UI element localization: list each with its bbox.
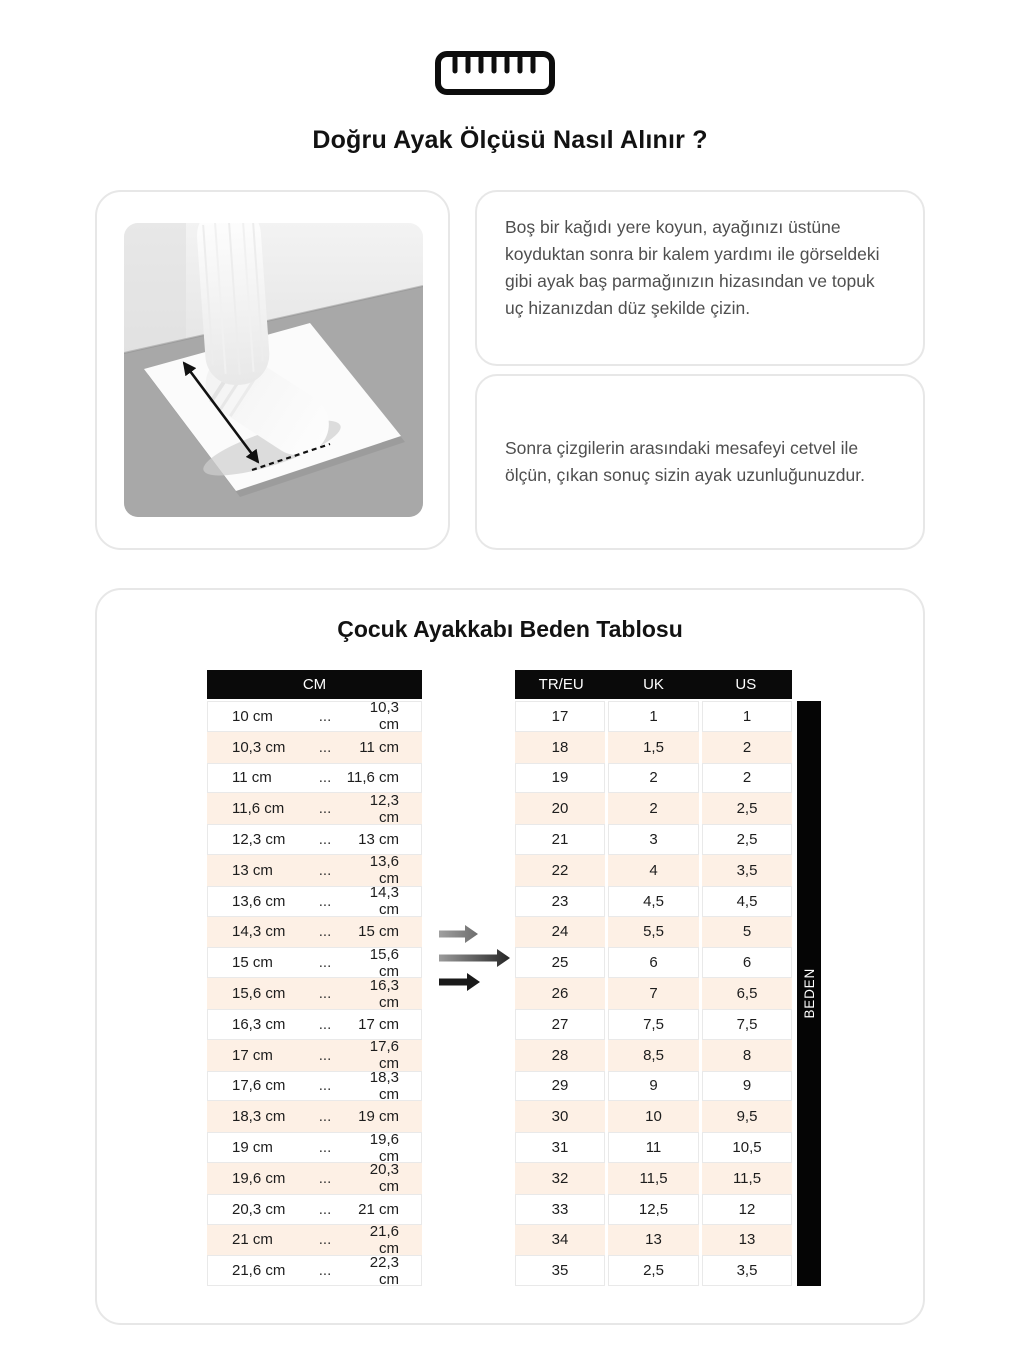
beden-side-label bbox=[797, 701, 821, 1286]
cm-table-row bbox=[207, 1163, 422, 1194]
us-value: 6 bbox=[702, 947, 792, 978]
cm-max-value: 17 cm bbox=[358, 1015, 399, 1033]
range-dots: ... bbox=[318, 1015, 332, 1033]
range-dots: ... bbox=[318, 1262, 332, 1280]
range-dots: ... bbox=[318, 800, 332, 818]
tr-eu-value: 18 bbox=[515, 732, 605, 763]
range-dots: ... bbox=[318, 738, 332, 756]
cm-table-row bbox=[207, 1040, 422, 1071]
uk-value: 6 bbox=[608, 947, 699, 978]
size-table-row bbox=[515, 1132, 792, 1163]
uk-value: 5,5 bbox=[608, 917, 699, 948]
uk-value: 7 bbox=[608, 978, 699, 1009]
cm-table-row bbox=[207, 855, 422, 886]
size-table-row bbox=[515, 763, 792, 794]
range-dots: ... bbox=[318, 1231, 332, 1249]
cm-min-value: 17 cm bbox=[232, 1046, 273, 1064]
cm-table-row bbox=[207, 886, 422, 917]
cm-max-value: 12,3 cm bbox=[369, 791, 399, 826]
tr-eu-value: 30 bbox=[515, 1101, 605, 1132]
cm-min-value: 10,3 cm bbox=[232, 738, 286, 756]
measurement-photo-card bbox=[95, 190, 450, 550]
us-value: 9,5 bbox=[702, 1101, 792, 1132]
cm-table-row bbox=[207, 1101, 422, 1132]
cm-table-row bbox=[207, 1132, 422, 1163]
range-dots: ... bbox=[318, 1169, 332, 1187]
cm-min-value: 15 cm bbox=[232, 954, 273, 972]
cm-min-value: 19,6 cm bbox=[232, 1169, 286, 1187]
tr-eu-value: 27 bbox=[515, 1009, 605, 1040]
uk-value: 2 bbox=[608, 763, 699, 794]
uk-value: 10 bbox=[608, 1101, 699, 1132]
size-table-header bbox=[515, 670, 792, 699]
tr-eu-value: 29 bbox=[515, 1071, 605, 1102]
range-dots: ... bbox=[318, 707, 332, 725]
uk-value: 7,5 bbox=[608, 1009, 699, 1040]
range-dots: ... bbox=[318, 1108, 332, 1126]
us-value: 11,5 bbox=[702, 1163, 792, 1194]
cm-table-row bbox=[207, 947, 422, 978]
size-table-row bbox=[515, 947, 792, 978]
uk-value: 9 bbox=[608, 1071, 699, 1102]
tr-eu-value: 25 bbox=[515, 947, 605, 978]
cm-max-value: 13,6 cm bbox=[369, 853, 399, 888]
uk-value: 1 bbox=[608, 701, 699, 732]
instruction-step-1 bbox=[475, 190, 925, 366]
range-dots: ... bbox=[318, 892, 332, 910]
size-table-row bbox=[515, 855, 792, 886]
beden-label-text: BEDEN bbox=[801, 968, 817, 1019]
cm-table-row bbox=[207, 824, 422, 855]
us-value: 13 bbox=[702, 1225, 792, 1256]
us-value: 7,5 bbox=[702, 1009, 792, 1040]
uk-value: 1,5 bbox=[608, 732, 699, 763]
cm-table-row bbox=[207, 978, 422, 1009]
tr-eu-value: 34 bbox=[515, 1225, 605, 1256]
instruction-text-1: Boş bir kağıdı yere koyun, ayağınızı üstüne koyduktan sonra bir kalem yardımı ile görseldeki gibi ayak baş parmağınızın hizasından ve topuk uç hizanızdan düz şekilde çizin. bbox=[505, 217, 880, 318]
cm-min-value: 12,3 cm bbox=[232, 831, 286, 849]
cm-table bbox=[207, 670, 422, 1286]
uk-value: 4 bbox=[608, 855, 699, 886]
cm-table-row bbox=[207, 1255, 422, 1286]
cm-table-row bbox=[207, 763, 422, 794]
uk-value: 11,5 bbox=[608, 1163, 699, 1194]
tr-eu-value: 28 bbox=[515, 1040, 605, 1071]
cm-table-row bbox=[207, 917, 422, 948]
us-value: 12 bbox=[702, 1194, 792, 1225]
cm-table-row bbox=[207, 1194, 422, 1225]
tr-eu-value: 26 bbox=[515, 978, 605, 1009]
size-table-row bbox=[515, 824, 792, 855]
cm-table-row bbox=[207, 732, 422, 763]
cm-min-value: 18,3 cm bbox=[232, 1108, 286, 1126]
uk-value: 2,5 bbox=[608, 1255, 699, 1286]
size-table-row bbox=[515, 886, 792, 917]
us-value: 2,5 bbox=[702, 824, 792, 855]
range-dots: ... bbox=[318, 861, 332, 879]
us-value: 3,5 bbox=[702, 1255, 792, 1286]
cm-max-value: 11,6 cm bbox=[346, 769, 399, 787]
size-column-header: US bbox=[735, 676, 757, 693]
tr-eu-value: 22 bbox=[515, 855, 605, 886]
range-dots: ... bbox=[318, 1077, 332, 1095]
size-table-card bbox=[95, 588, 925, 1325]
range-dots: ... bbox=[318, 1046, 332, 1064]
range-dots: ... bbox=[318, 769, 332, 787]
instruction-text-2: Sonra çizgilerin arasındaki mesafeyi cetvel ile ölçün, çıkan sonuç sizin ayak uzunluğunuzdur. bbox=[505, 438, 865, 485]
cm-table-body bbox=[207, 701, 422, 1286]
size-column-header: TR/EU bbox=[538, 676, 584, 693]
range-dots: ... bbox=[318, 831, 332, 849]
tr-eu-value: 24 bbox=[515, 917, 605, 948]
cm-min-value: 19 cm bbox=[232, 1139, 273, 1157]
cm-max-value: 11 cm bbox=[359, 738, 399, 756]
cm-table-row bbox=[207, 701, 422, 732]
size-table-row bbox=[515, 732, 792, 763]
cm-max-value: 22,3 cm bbox=[369, 1253, 399, 1288]
range-dots: ... bbox=[318, 923, 332, 941]
size-table-row bbox=[515, 1255, 792, 1286]
size-table-row bbox=[515, 1101, 792, 1132]
size-table-row bbox=[515, 1194, 792, 1225]
us-value: 10,5 bbox=[702, 1132, 792, 1163]
size-table-row bbox=[515, 917, 792, 948]
cm-min-value: 14,3 cm bbox=[232, 923, 286, 941]
cm-min-value: 21,6 cm bbox=[232, 1262, 286, 1280]
cm-max-value: 13 cm bbox=[358, 831, 399, 849]
size-table-body bbox=[515, 701, 792, 1286]
uk-value: 4,5 bbox=[608, 886, 699, 917]
size-column-header: UK bbox=[643, 676, 664, 693]
size-table-title: Çocuk Ayakkabı Beden Tablosu bbox=[337, 616, 683, 642]
uk-value: 2 bbox=[608, 793, 699, 824]
cm-min-value: 21 cm bbox=[232, 1231, 273, 1249]
tr-eu-value: 17 bbox=[515, 701, 605, 732]
cm-max-value: 19 cm bbox=[358, 1108, 399, 1126]
range-dots: ... bbox=[318, 1200, 332, 1218]
uk-value: 12,5 bbox=[608, 1194, 699, 1225]
range-dots: ... bbox=[318, 954, 332, 972]
us-value: 2 bbox=[702, 763, 792, 794]
us-value: 9 bbox=[702, 1071, 792, 1102]
uk-value: 13 bbox=[608, 1225, 699, 1256]
tr-eu-value: 35 bbox=[515, 1255, 605, 1286]
cm-max-value: 21 cm bbox=[358, 1200, 399, 1218]
cm-table-row bbox=[207, 1009, 422, 1040]
tr-eu-value: 31 bbox=[515, 1132, 605, 1163]
cm-table-row bbox=[207, 793, 422, 824]
cm-min-value: 10 cm bbox=[232, 707, 273, 725]
size-table-row bbox=[515, 1071, 792, 1102]
cm-max-value: 17,6 cm bbox=[369, 1038, 399, 1073]
cm-min-value: 11 cm bbox=[232, 769, 272, 787]
tr-eu-value: 21 bbox=[515, 824, 605, 855]
cm-min-value: 13,6 cm bbox=[232, 892, 286, 910]
size-table-row bbox=[515, 1009, 792, 1040]
cm-max-value: 20,3 cm bbox=[369, 1161, 399, 1196]
size-table-row bbox=[515, 701, 792, 732]
tr-eu-value: 23 bbox=[515, 886, 605, 917]
size-table-row bbox=[515, 1225, 792, 1256]
uk-value: 11 bbox=[608, 1132, 699, 1163]
cm-min-value: 20,3 cm bbox=[232, 1200, 286, 1218]
measurement-section bbox=[95, 190, 925, 550]
cm-table-row bbox=[207, 1222, 422, 1257]
tr-eu-value: 32 bbox=[515, 1163, 605, 1194]
cm-min-value: 15,6 cm bbox=[232, 985, 286, 1003]
cm-max-value: 15 cm bbox=[358, 923, 399, 941]
uk-value: 3 bbox=[608, 824, 699, 855]
page-title: Doğru Ayak Ölçüsü Nasıl Alınır ? bbox=[312, 126, 708, 154]
cm-min-value: 13 cm bbox=[232, 861, 273, 879]
us-value: 6,5 bbox=[702, 978, 792, 1009]
size-table-row bbox=[515, 1040, 792, 1071]
us-value: 2,5 bbox=[702, 793, 792, 824]
cm-max-value: 10,3 cm bbox=[369, 699, 399, 734]
us-value: 1 bbox=[702, 701, 792, 732]
size-table-row bbox=[515, 978, 792, 1009]
cm-min-value: 17,6 cm bbox=[232, 1077, 286, 1095]
us-value: 8 bbox=[702, 1040, 792, 1071]
cm-max-value: 19,6 cm bbox=[369, 1130, 399, 1165]
cm-max-value: 14,3 cm bbox=[369, 884, 399, 919]
tr-eu-value: 20 bbox=[515, 793, 605, 824]
cm-min-value: 16,3 cm bbox=[232, 1015, 286, 1033]
us-value: 4,5 bbox=[702, 886, 792, 917]
cm-max-value: 16,3 cm bbox=[369, 976, 399, 1011]
cm-min-value: 11,6 cm bbox=[232, 800, 285, 818]
uk-value: 8,5 bbox=[608, 1040, 699, 1071]
cm-table-row bbox=[207, 1068, 422, 1103]
us-value: 2 bbox=[702, 732, 792, 763]
cm-max-value: 18,3 cm bbox=[369, 1068, 399, 1103]
instruction-step-2 bbox=[475, 374, 925, 550]
size-conversion-table bbox=[515, 670, 792, 1286]
ruler-icon bbox=[434, 50, 556, 96]
range-dots: ... bbox=[318, 1139, 332, 1157]
instruction-steps bbox=[475, 190, 925, 550]
conversion-arrows-icon bbox=[438, 924, 512, 992]
cm-max-value: 15,6 cm bbox=[369, 945, 399, 980]
tr-eu-value: 33 bbox=[515, 1194, 605, 1225]
cm-table-header: CM bbox=[207, 670, 422, 699]
size-table-row bbox=[515, 1163, 792, 1194]
us-value: 3,5 bbox=[702, 855, 792, 886]
us-value: 5 bbox=[702, 917, 792, 948]
foot-measurement-photo bbox=[124, 223, 423, 517]
range-dots: ... bbox=[318, 985, 332, 1003]
size-table-row bbox=[515, 793, 792, 824]
tr-eu-value: 19 bbox=[515, 763, 605, 794]
cm-max-value: 21,6 cm bbox=[369, 1222, 399, 1257]
